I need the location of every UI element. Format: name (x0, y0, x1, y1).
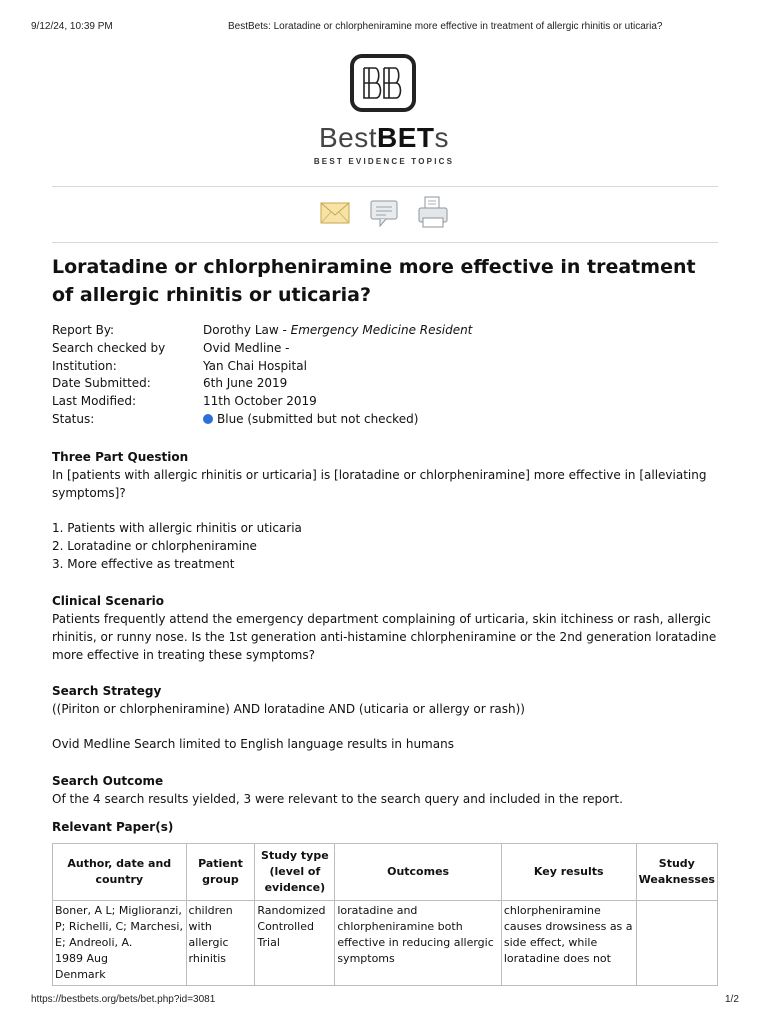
status-value: Blue (submitted but not checked) (203, 411, 418, 429)
outcomes-cell: loratadine and chlorpheniramine both effective in reducing allergic symptoms (335, 901, 502, 986)
column-header: Outcomes (335, 844, 502, 901)
relevant-papers-section (52, 818, 722, 836)
report-by-value: Dorothy Law - Emergency Medicine Resident (203, 323, 473, 337)
search-checked-value: Ovid Medline - (203, 340, 290, 355)
divider (52, 242, 718, 243)
date-submitted-label: Date Submitted: (52, 376, 151, 391)
print-header (0, 0, 768, 32)
print-datetime: 9/12/24, 10:39 PM (31, 21, 113, 32)
list-item: 2. Loratadine or chlorpheniramine (52, 539, 257, 553)
column-header: Study type (level of evidence) (255, 844, 335, 901)
print-icon[interactable] (418, 196, 448, 232)
report-metadata (52, 322, 472, 429)
column-header: Author, date and country (53, 844, 187, 901)
scenario-text: Patients frequently attend the emergency department complaining of urticaria, skin itchiness or rash, allergic rhinitis, or runny nose. Is the 1st generation anti-histamine chlorpheniramine or the 2nd generation loratadine more effective in treating these symptoms? (52, 612, 717, 662)
last-modified-value: 11th October 2019 (203, 394, 317, 409)
institution-label: Institution: (52, 358, 117, 373)
search-checked-label: Search checked by (52, 340, 166, 355)
list-item: 3. More effective as treatment (52, 557, 235, 571)
report-by-label: Report By: (52, 323, 115, 337)
column-header: Study Weaknesses (636, 844, 717, 901)
patient-group-cell: children with allergic rhinitis (186, 901, 255, 986)
relevant-papers-table (52, 843, 718, 986)
study-type-cell: Randomized Controlled Trial (255, 901, 335, 986)
action-toolbar (318, 196, 458, 230)
status-dot-icon (203, 414, 213, 424)
question-text: In [patients with allergic rhinitis or urticaria] is [loratadine or chlorpheniramine] more effective in [alleviating symptoms]? (52, 468, 707, 500)
divider (52, 186, 718, 187)
comment-icon[interactable] (370, 200, 400, 232)
list-item: 1. Patients with allergic rhinitis or uticaria (52, 521, 302, 535)
print-footer (0, 990, 768, 1010)
logo-tagline: BEST EVIDENCE TOPICS (313, 157, 455, 166)
page-number: 1/2 (725, 994, 739, 1005)
search-outcome-text: Of the 4 search results yielded, 3 were relevant to the search query and included in the report. (52, 792, 623, 806)
section-heading: Three Part Question (52, 450, 189, 464)
column-header: Key results (501, 844, 636, 901)
bb-logo-icon (350, 54, 416, 112)
page-url: https://bestbets.org/bets/bet.php?id=3081 (31, 994, 216, 1005)
section-heading: Search Outcome (52, 774, 164, 788)
institution-value: Yan Chai Hospital (203, 358, 307, 373)
key-results-cell: chlorpheniramine causes drowsiness as a side effect, while loratadine does not (501, 901, 636, 986)
search-outcome-section (52, 772, 722, 808)
column-header: Patient group (186, 844, 255, 901)
section-heading: Search Strategy (52, 684, 162, 698)
study-weaknesses-cell (636, 901, 717, 986)
section-heading: Relevant Paper(s) (52, 820, 174, 834)
email-icon[interactable] (320, 202, 350, 228)
search-strategy-section (52, 682, 722, 753)
table-header-row (53, 844, 718, 901)
author-date-country-cell (53, 901, 187, 986)
status-label: Status: (52, 411, 95, 426)
page-title: Loratadine or chlorpheniramine more effective in treatment of allergic rhinitis or uticaria? (52, 256, 696, 306)
last-modified-label: Last Modified: (52, 394, 137, 409)
logo-wordmark: BestBETs (318, 122, 450, 153)
clinical-scenario-section (52, 592, 722, 664)
paper-date: 1989 Aug (55, 952, 108, 965)
question-parts-list (52, 519, 722, 573)
search-query: ((Piriton or chlorpheniramine) AND loratadine AND (uticaria or allergy or rash)) (52, 702, 525, 716)
three-part-question-section (52, 448, 722, 573)
date-submitted-value: 6th June 2019 (203, 376, 288, 391)
paper-country: Denmark (55, 968, 106, 981)
table-row (53, 901, 718, 986)
paper-authors: Boner, A L; Miglioranzi, P; Richelli, C; Marchesi, E; Andreoli, A. (55, 904, 183, 949)
print-page-title: BestBets: Loratadine or chlorpheniramine more effective in treatment of allergic rhinitis or uticaria? (228, 21, 663, 32)
bestbets-logo[interactable] (0, 50, 768, 175)
section-heading: Clinical Scenario (52, 594, 165, 608)
search-note: Ovid Medline Search limited to English language results in humans (52, 737, 454, 751)
